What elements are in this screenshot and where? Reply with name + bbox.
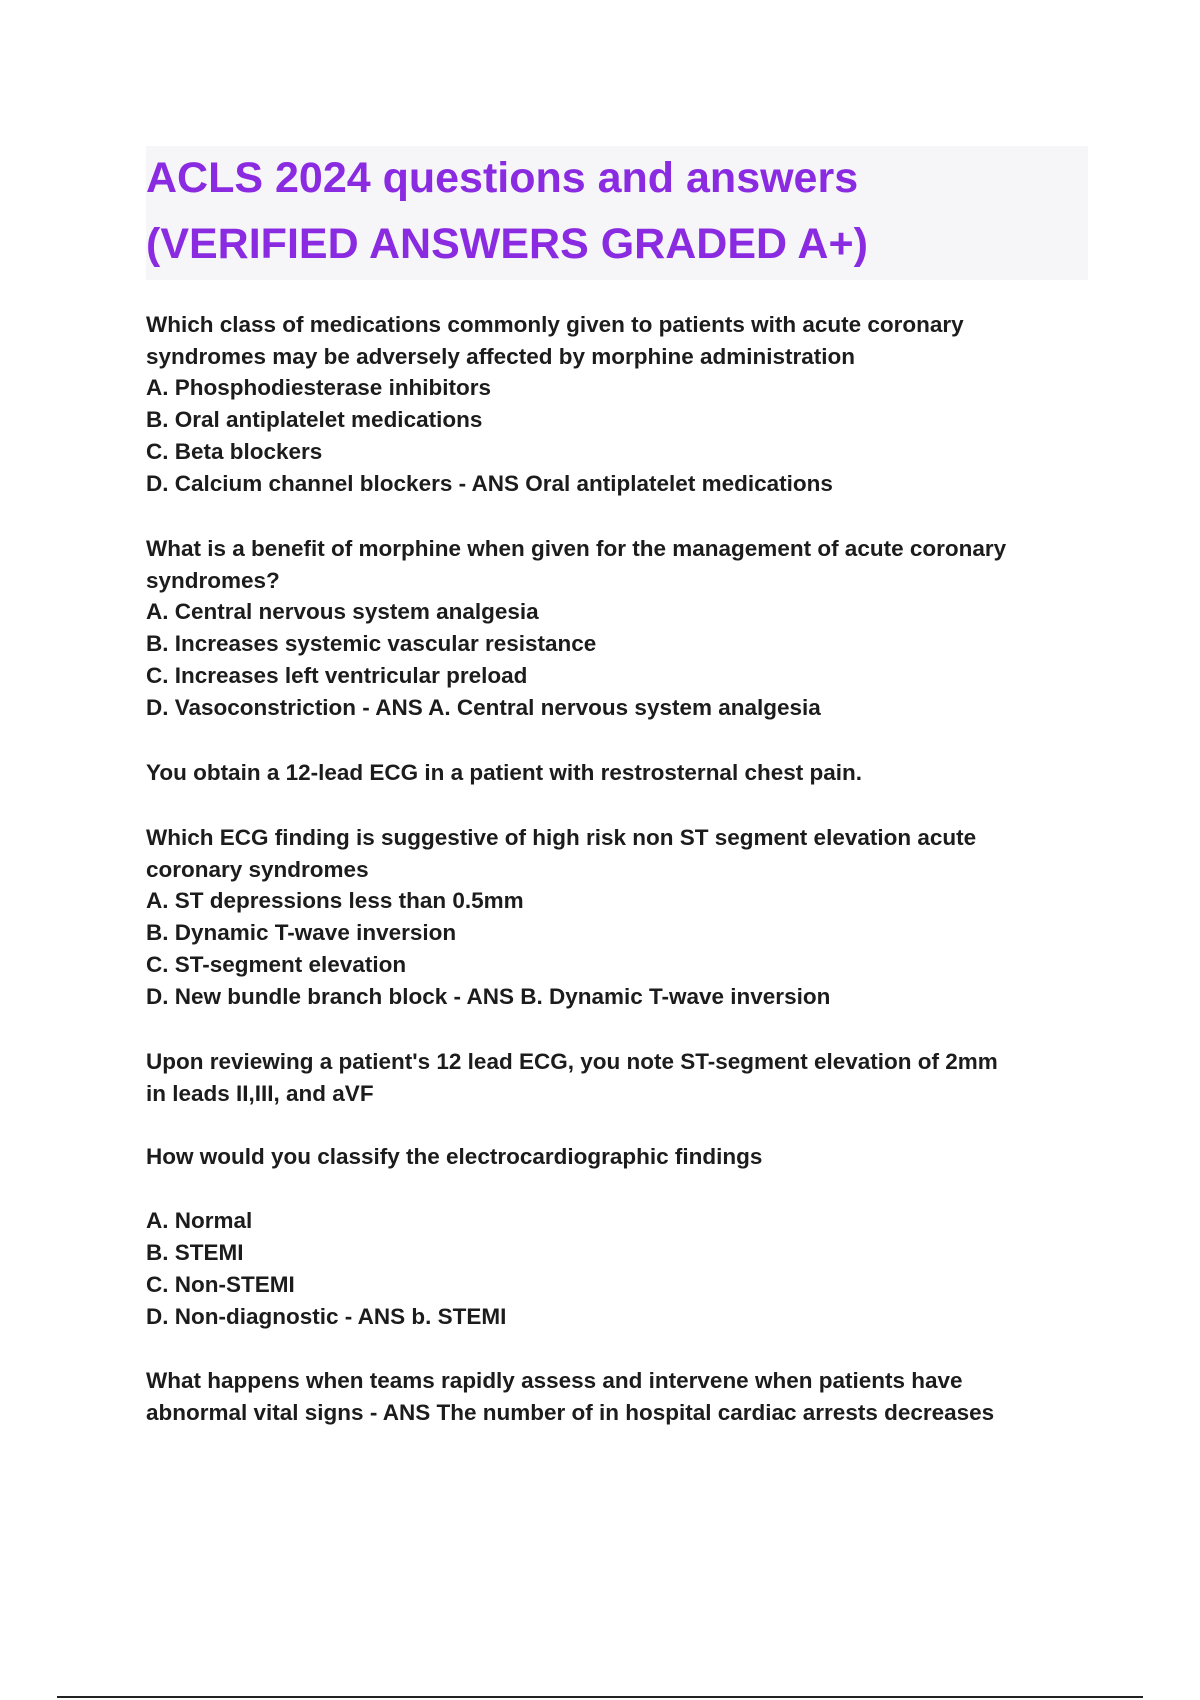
footer-divider [57, 1696, 1143, 1698]
q4-option-b: B. STEMI [146, 1240, 244, 1265]
q3-option-b: B. Dynamic T-wave inversion [146, 920, 457, 945]
q4-intro-line-2: in leads II,III, and aVF [146, 1081, 374, 1106]
q5-prompt-line-2-answer: abnormal vital signs - ANS The number of in hospital cardiac arrests decreases [146, 1400, 995, 1425]
document-title-line-1: ACLS 2024 questions and answers [146, 154, 859, 202]
q3-option-c: C. ST-segment elevation [146, 952, 407, 977]
q5-prompt-line-1: What happens when teams rapidly assess and intervene when patients have [146, 1368, 963, 1393]
document-title-box [146, 146, 1088, 280]
q2-option-a: A. Central nervous system analgesia [146, 599, 539, 624]
q2-prompt-line-1: What is a benefit of morphine when given for the management of acute coronary [146, 536, 1007, 561]
q4-intro-line-1: Upon reviewing a patient's 12 lead ECG, you note ST-segment elevation of 2mm [146, 1049, 998, 1074]
document-title-line-2: (VERIFIED ANSWERS GRADED A+) [146, 220, 868, 268]
q1-option-d-answer: D. Calcium channel blockers - ANS Oral antiplatelet medications [146, 471, 833, 496]
q3-prompt-line-2: coronary syndromes [146, 857, 369, 882]
q3-option-a: A. ST depressions less than 0.5mm [146, 888, 524, 913]
q1-option-b: B. Oral antiplatelet medications [146, 407, 483, 432]
q4-option-a: A. Normal [146, 1208, 253, 1233]
q4-prompt: How would you classify the electrocardiographic findings [146, 1144, 763, 1169]
q2-prompt-line-2: syndromes? [146, 568, 280, 593]
q3-option-d-answer: D. New bundle branch block - ANS B. Dynamic T-wave inversion [146, 984, 831, 1009]
q4-option-d-answer: D. Non-diagnostic - ANS b. STEMI [146, 1304, 507, 1329]
q1-prompt-line-2: syndromes may be adversely affected by morphine administration [146, 344, 855, 369]
q1-prompt-line-1: Which class of medications commonly given to patients with acute coronary [146, 312, 964, 337]
q3-intro: You obtain a 12-lead ECG in a patient with restrosternal chest pain. [146, 760, 862, 785]
q3-prompt-line-1: Which ECG finding is suggestive of high risk non ST segment elevation acute [146, 825, 977, 850]
q1-option-c: C. Beta blockers [146, 439, 323, 464]
q2-option-d-answer: D. Vasoconstriction - ANS A. Central nervous system analgesia [146, 695, 821, 720]
q4-option-c: C. Non-STEMI [146, 1272, 295, 1297]
q2-option-b: B. Increases systemic vascular resistance [146, 631, 597, 656]
q1-option-a: A. Phosphodiesterase inhibitors [146, 375, 492, 400]
q2-option-c: C. Increases left ventricular preload [146, 663, 528, 688]
